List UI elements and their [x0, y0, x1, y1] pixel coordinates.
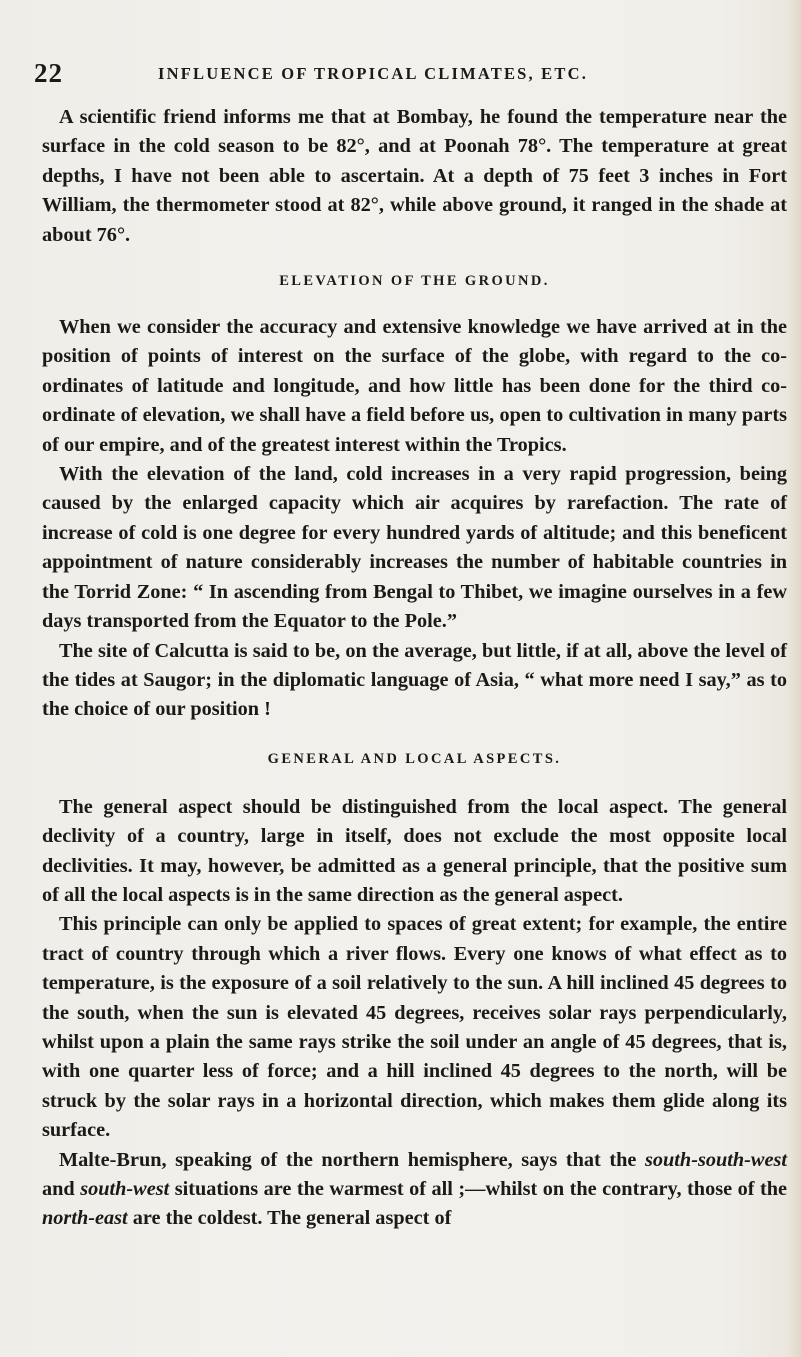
paragraph-bombay-temperature: A scientific friend informs me that at Bombay, he found the temperature near the surface in the cold season to be 82°, and at Poonah 78°. The temperature at great depths, I have not been able to ascertain. At a depth of 75 feet 3 inches in Fort William, the thermometer stood at 82°, while above ground, it ranged in the shade at about 76°.: [42, 106, 787, 246]
body-text: [42, 103, 787, 1234]
section-heading-elevation: ELEVATION OF THE GROUND.: [279, 273, 550, 290]
running-head: INFLUENCE OF TROPICAL CLIMATES, ETC.: [158, 64, 589, 83]
text-run: are the coldest. The general aspect of: [127, 1207, 452, 1230]
paragraph-elevation-cold: With the elevation of the land, cold increases in a very rapid progression, being caused by the enlarged capacity which air acquires by rarefaction. The rate of increase of cold is one degree for every hundred yards of altitude; and this beneficent appointment of nature considerably increases the number of habitable countries in the Torrid Zone: “ In ascending from Bengal to Thibet, we imagine ourselves in a few days transported from the Equator to the Pole.”: [42, 463, 787, 633]
italic-direction: north-east: [42, 1207, 128, 1230]
text-run: and: [42, 1178, 81, 1200]
page-header: [34, 58, 788, 88]
italic-direction: south-west: [80, 1178, 170, 1200]
paragraph-malte-brun: [42, 1146, 787, 1234]
text-run: Malte-Brun, speaking of the northern hemisphere, says that the: [59, 1148, 645, 1171]
paragraph-principle: This principle can only be applied to spaces of great extent; for example, the entire tract of country through which a river flows. Every one knows of what effect as to temperature, is the exposure of a soil relatively to the sun. A hill inclined 45 degrees to the south, when the sun is elevated 45 degrees, receives solar rays perpendicularly, whilst upon a plain the same rays strike the soil under an angle of 45 degrees, that is, with one quarter less of force; and a hill inclined 45 degrees to the north, will be struck by the solar rays in a horizontal direction, which makes them glide along its surface.: [42, 913, 787, 1142]
paragraph-calcutta-site: The site of Calcutta is said to be, on the average, but little, if at all, above the level of the tides at Saugor; in the diplomatic language of Asia, “ what more need I say,” as to the choice of our position !: [42, 639, 787, 721]
italic-direction: south-south-west: [644, 1148, 787, 1171]
paragraph-coordinates: When we consider the accuracy and extensive knowledge we have arrived at in the position of points of interest on the surface of the globe, with regard to the co-ordinates of latitude and longitude, and how little has been done for the third co-ordinate of elevation, we shall have a field before us, open to cultivation in many parts of our empire, and of the greatest interest within the Tropics.: [42, 316, 787, 456]
section-heading-aspects: GENERAL AND LOCAL ASPECTS.: [267, 750, 562, 767]
paragraph-general-aspect: The general aspect should be distinguished from the local aspect. The general declivity of a country, large in itself, does not exclude the most opposite local declivities. It may, however, be admitted as a general principle, that the positive sum of all the local aspects is in the same direction as the general aspect.: [42, 795, 787, 906]
page-number: 22: [34, 58, 63, 88]
text-run: situations are the warmest of all ;—whilst on the contrary, those of the: [169, 1178, 787, 1200]
page-edge-shadow: [787, 0, 801, 1357]
